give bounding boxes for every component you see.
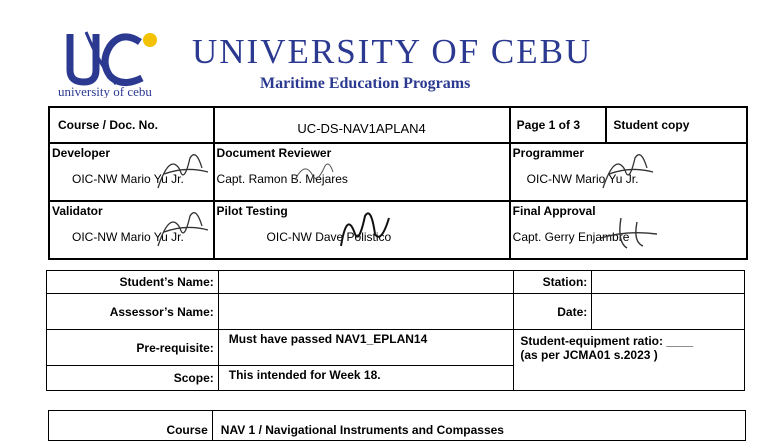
programmer-signature [595, 148, 655, 194]
copy-type: Student copy [613, 118, 690, 132]
station-field[interactable] [592, 271, 745, 294]
reviewer-signature [291, 158, 337, 188]
validator-signature [150, 206, 210, 252]
validator-label: Validator [52, 204, 103, 218]
scope-value: This intended for Week 18. [218, 366, 514, 391]
final-approval-cell [510, 201, 747, 259]
programmer-value: OIC-NW Mario Yu Jr. [526, 172, 639, 186]
programmer-label: Programmer [512, 146, 585, 160]
course-value: NAV 1 / Navigational Instruments and Compasses [212, 411, 745, 441]
programmer-cell [510, 143, 747, 201]
program-subtitle: Maritime Education Programs [260, 75, 471, 92]
course-table [48, 410, 746, 441]
copy-cell [606, 107, 747, 143]
date-label: Date: [514, 294, 592, 330]
pilot-testing-label: Pilot Testing [216, 204, 288, 218]
page-number: Page 1 of 3 [516, 118, 581, 132]
pilot-testing-cell [214, 201, 510, 259]
reviewer-label: Document Reviewer [216, 146, 332, 160]
developer-value: OIC-NW Mario Yu Jr. [72, 172, 184, 186]
course-doc-cell [49, 107, 214, 143]
logo-subtext: university of cebu [58, 84, 152, 98]
pilot-testing-value: OIC-NW Dave Polistico [266, 230, 392, 244]
student-equipment-ratio [514, 330, 745, 391]
reviewer-value: Capt. Ramon B. Mejares [216, 172, 348, 186]
validator-value: OIC-NW Mario Yu Jr. [72, 230, 184, 244]
station-label: Station: [514, 271, 592, 294]
prerequisite-value: Must have passed NAV1_EPLAN14 [218, 330, 514, 366]
ratio-line-2: (as per JCMA01 s.2023 ) [520, 348, 658, 362]
course-doc-value-cell [214, 107, 510, 143]
validator-cell [49, 201, 214, 259]
student-name-label: Student’s Name: [47, 271, 219, 294]
developer-cell [49, 143, 214, 201]
date-field[interactable] [592, 294, 745, 330]
reviewer-cell [214, 143, 510, 201]
document-info-table [48, 106, 748, 260]
assessor-name-field[interactable] [218, 294, 514, 330]
approval-signature [597, 212, 677, 252]
prerequisite-label: Pre-requisite: [47, 330, 219, 366]
ratio-line-1: Student-equipment ratio: ____ [520, 334, 694, 348]
developer-signature [150, 148, 210, 194]
student-info-table [46, 270, 745, 391]
pilot-signature [335, 204, 395, 250]
course-doc-label: Course / Doc. No. [58, 118, 159, 132]
assessor-name-label: Assessor’s Name: [47, 294, 219, 330]
student-name-field[interactable] [218, 271, 514, 294]
scope-label: Scope: [47, 366, 219, 391]
course-doc-value: UC-DS-NAV1APLAN4 [297, 121, 426, 136]
final-approval-label: Final Approval [512, 204, 596, 218]
course-label: Course [49, 411, 213, 441]
developer-label: Developer [52, 146, 111, 160]
university-logo [56, 26, 176, 98]
final-approval-value: Capt. Gerry Enjambre [512, 230, 630, 244]
page-cell [510, 107, 607, 143]
university-title: UNIVERSITY OF CEBU [192, 32, 593, 71]
